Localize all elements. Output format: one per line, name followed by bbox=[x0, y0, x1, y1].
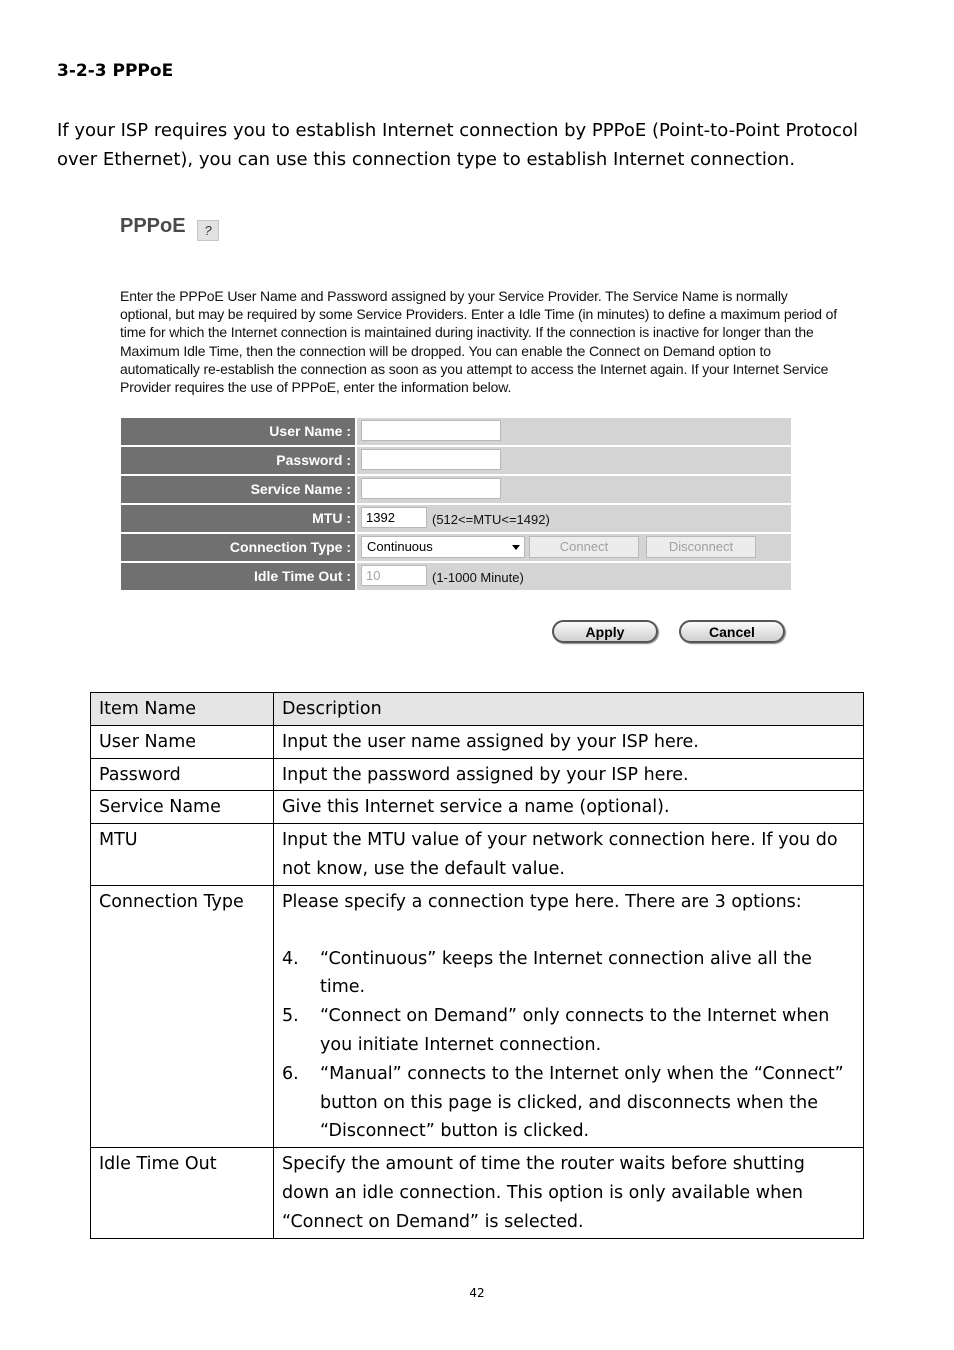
user-name-input[interactable] bbox=[361, 420, 501, 441]
form-row-idle-time bbox=[121, 563, 791, 590]
cancel-button[interactable]: Cancel bbox=[679, 620, 785, 643]
table-row bbox=[91, 824, 864, 886]
service-name-label: Service Name : bbox=[121, 476, 355, 503]
mtu-input[interactable]: 1392 bbox=[361, 507, 427, 528]
form-row-user-name bbox=[121, 418, 791, 445]
connection-type-options bbox=[282, 945, 855, 1147]
password-cell bbox=[357, 447, 791, 474]
list-text: “Connect on Demand” only connects to the Internet when you initiate Internet connection. bbox=[320, 1006, 830, 1055]
service-name-input[interactable] bbox=[361, 478, 501, 499]
table-row bbox=[91, 885, 864, 1147]
mtu-hint: (512<=MTU<=1492) bbox=[432, 512, 550, 527]
list-text: “Manual” connects to the Internet only when the “Connect” button on this page is clicked, and disconnects when the “Disconnect” button is clicked. bbox=[320, 1063, 844, 1142]
password-input[interactable] bbox=[361, 449, 501, 470]
list-item bbox=[282, 1002, 855, 1060]
connection-type-intro: Please specify a connection type here. There are 3 options: bbox=[282, 891, 802, 912]
item-name: MTU bbox=[91, 824, 274, 886]
idle-time-input[interactable]: 10 bbox=[361, 565, 427, 586]
item-name: User Name bbox=[91, 725, 274, 758]
item-name: Service Name bbox=[91, 791, 274, 824]
item-description: Specify the amount of time the router waits before shutting down an idle connection. This option is only available when “Connect on Demand” is selected. bbox=[274, 1148, 864, 1238]
connection-type-label: Connection Type : bbox=[121, 534, 355, 561]
disconnect-button[interactable]: Disconnect bbox=[646, 536, 756, 558]
table-header-row bbox=[91, 693, 864, 726]
list-number: 5. bbox=[282, 1006, 299, 1027]
pppoe-description: Enter the PPPoE User Name and Password assigned by your Service Provider. The Service Name is normally optional, but may be required by some Service Providers. Enter a Idle Time (in minutes) to define a maximum period of time for which the Internet connection is maintained during inactivity. If the connection is inactive for longer than the Maximum Idle Time, then the connection will be dropped. You can enable the Connect on Demand option to automatically re-establish the connection as soon as you attempt to access the Internet again. If your Internet Service Provider requires the use of PPPoE, enter the information below. bbox=[120, 288, 838, 396]
page-number: 42 bbox=[469, 1286, 485, 1300]
description-table bbox=[90, 692, 864, 1239]
connection-type-select[interactable] bbox=[361, 536, 525, 558]
form-row-mtu bbox=[121, 505, 791, 532]
header-item-name: Item Name bbox=[91, 693, 274, 726]
item-description: Give this Internet service a name (optional). bbox=[274, 791, 864, 824]
user-name-label: User Name : bbox=[121, 418, 355, 445]
connection-type-cell bbox=[357, 534, 791, 561]
list-item bbox=[282, 945, 855, 1003]
list-number: 6. bbox=[282, 1063, 299, 1084]
mtu-cell bbox=[357, 505, 791, 532]
item-description bbox=[274, 885, 864, 1147]
list-number: 4. bbox=[282, 948, 299, 969]
header-description: Description bbox=[274, 693, 864, 726]
form-row-password bbox=[121, 447, 791, 474]
user-name-cell bbox=[357, 418, 791, 445]
connection-type-value: Continuous bbox=[367, 539, 433, 554]
section-heading: 3-2-3 PPPoE bbox=[57, 61, 174, 81]
table-row bbox=[91, 758, 864, 791]
help-question-icon[interactable]: ? bbox=[197, 220, 219, 241]
intro-paragraph: If your ISP requires you to establish Internet connection by PPPoE (Point-to-Point Protocol over Ethernet), you can use this connection type to establish Internet connection. bbox=[57, 120, 859, 170]
connect-button[interactable]: Connect bbox=[529, 536, 639, 558]
table-row bbox=[91, 725, 864, 758]
item-name: Password bbox=[91, 758, 274, 791]
idle-time-hint: (1-1000 Minute) bbox=[432, 570, 524, 585]
item-description: Input the MTU value of your network connection here. If you do not know, use the default value. bbox=[274, 824, 864, 886]
apply-button[interactable]: Apply bbox=[552, 620, 658, 643]
form-row-connection-type bbox=[121, 534, 791, 561]
list-text: “Continuous” keeps the Internet connection alive all the time. bbox=[320, 948, 812, 998]
pppoe-title: PPPoE bbox=[120, 215, 186, 237]
list-item bbox=[282, 1060, 855, 1146]
item-description: Input the password assigned by your ISP here. bbox=[274, 758, 864, 791]
item-name: Connection Type bbox=[91, 885, 274, 1147]
table-row bbox=[91, 1148, 864, 1238]
table-row bbox=[91, 791, 864, 824]
item-description: Input the user name assigned by your ISP here. bbox=[274, 725, 864, 758]
idle-time-cell bbox=[357, 563, 791, 590]
mtu-label: MTU : bbox=[121, 505, 355, 532]
form-row-service-name bbox=[121, 476, 791, 503]
service-name-cell bbox=[357, 476, 791, 503]
pppoe-form bbox=[121, 418, 791, 592]
idle-time-label: Idle Time Out : bbox=[121, 563, 355, 590]
item-name: Idle Time Out bbox=[91, 1148, 274, 1238]
password-label: Password : bbox=[121, 447, 355, 474]
chevron-down-icon bbox=[512, 545, 520, 550]
